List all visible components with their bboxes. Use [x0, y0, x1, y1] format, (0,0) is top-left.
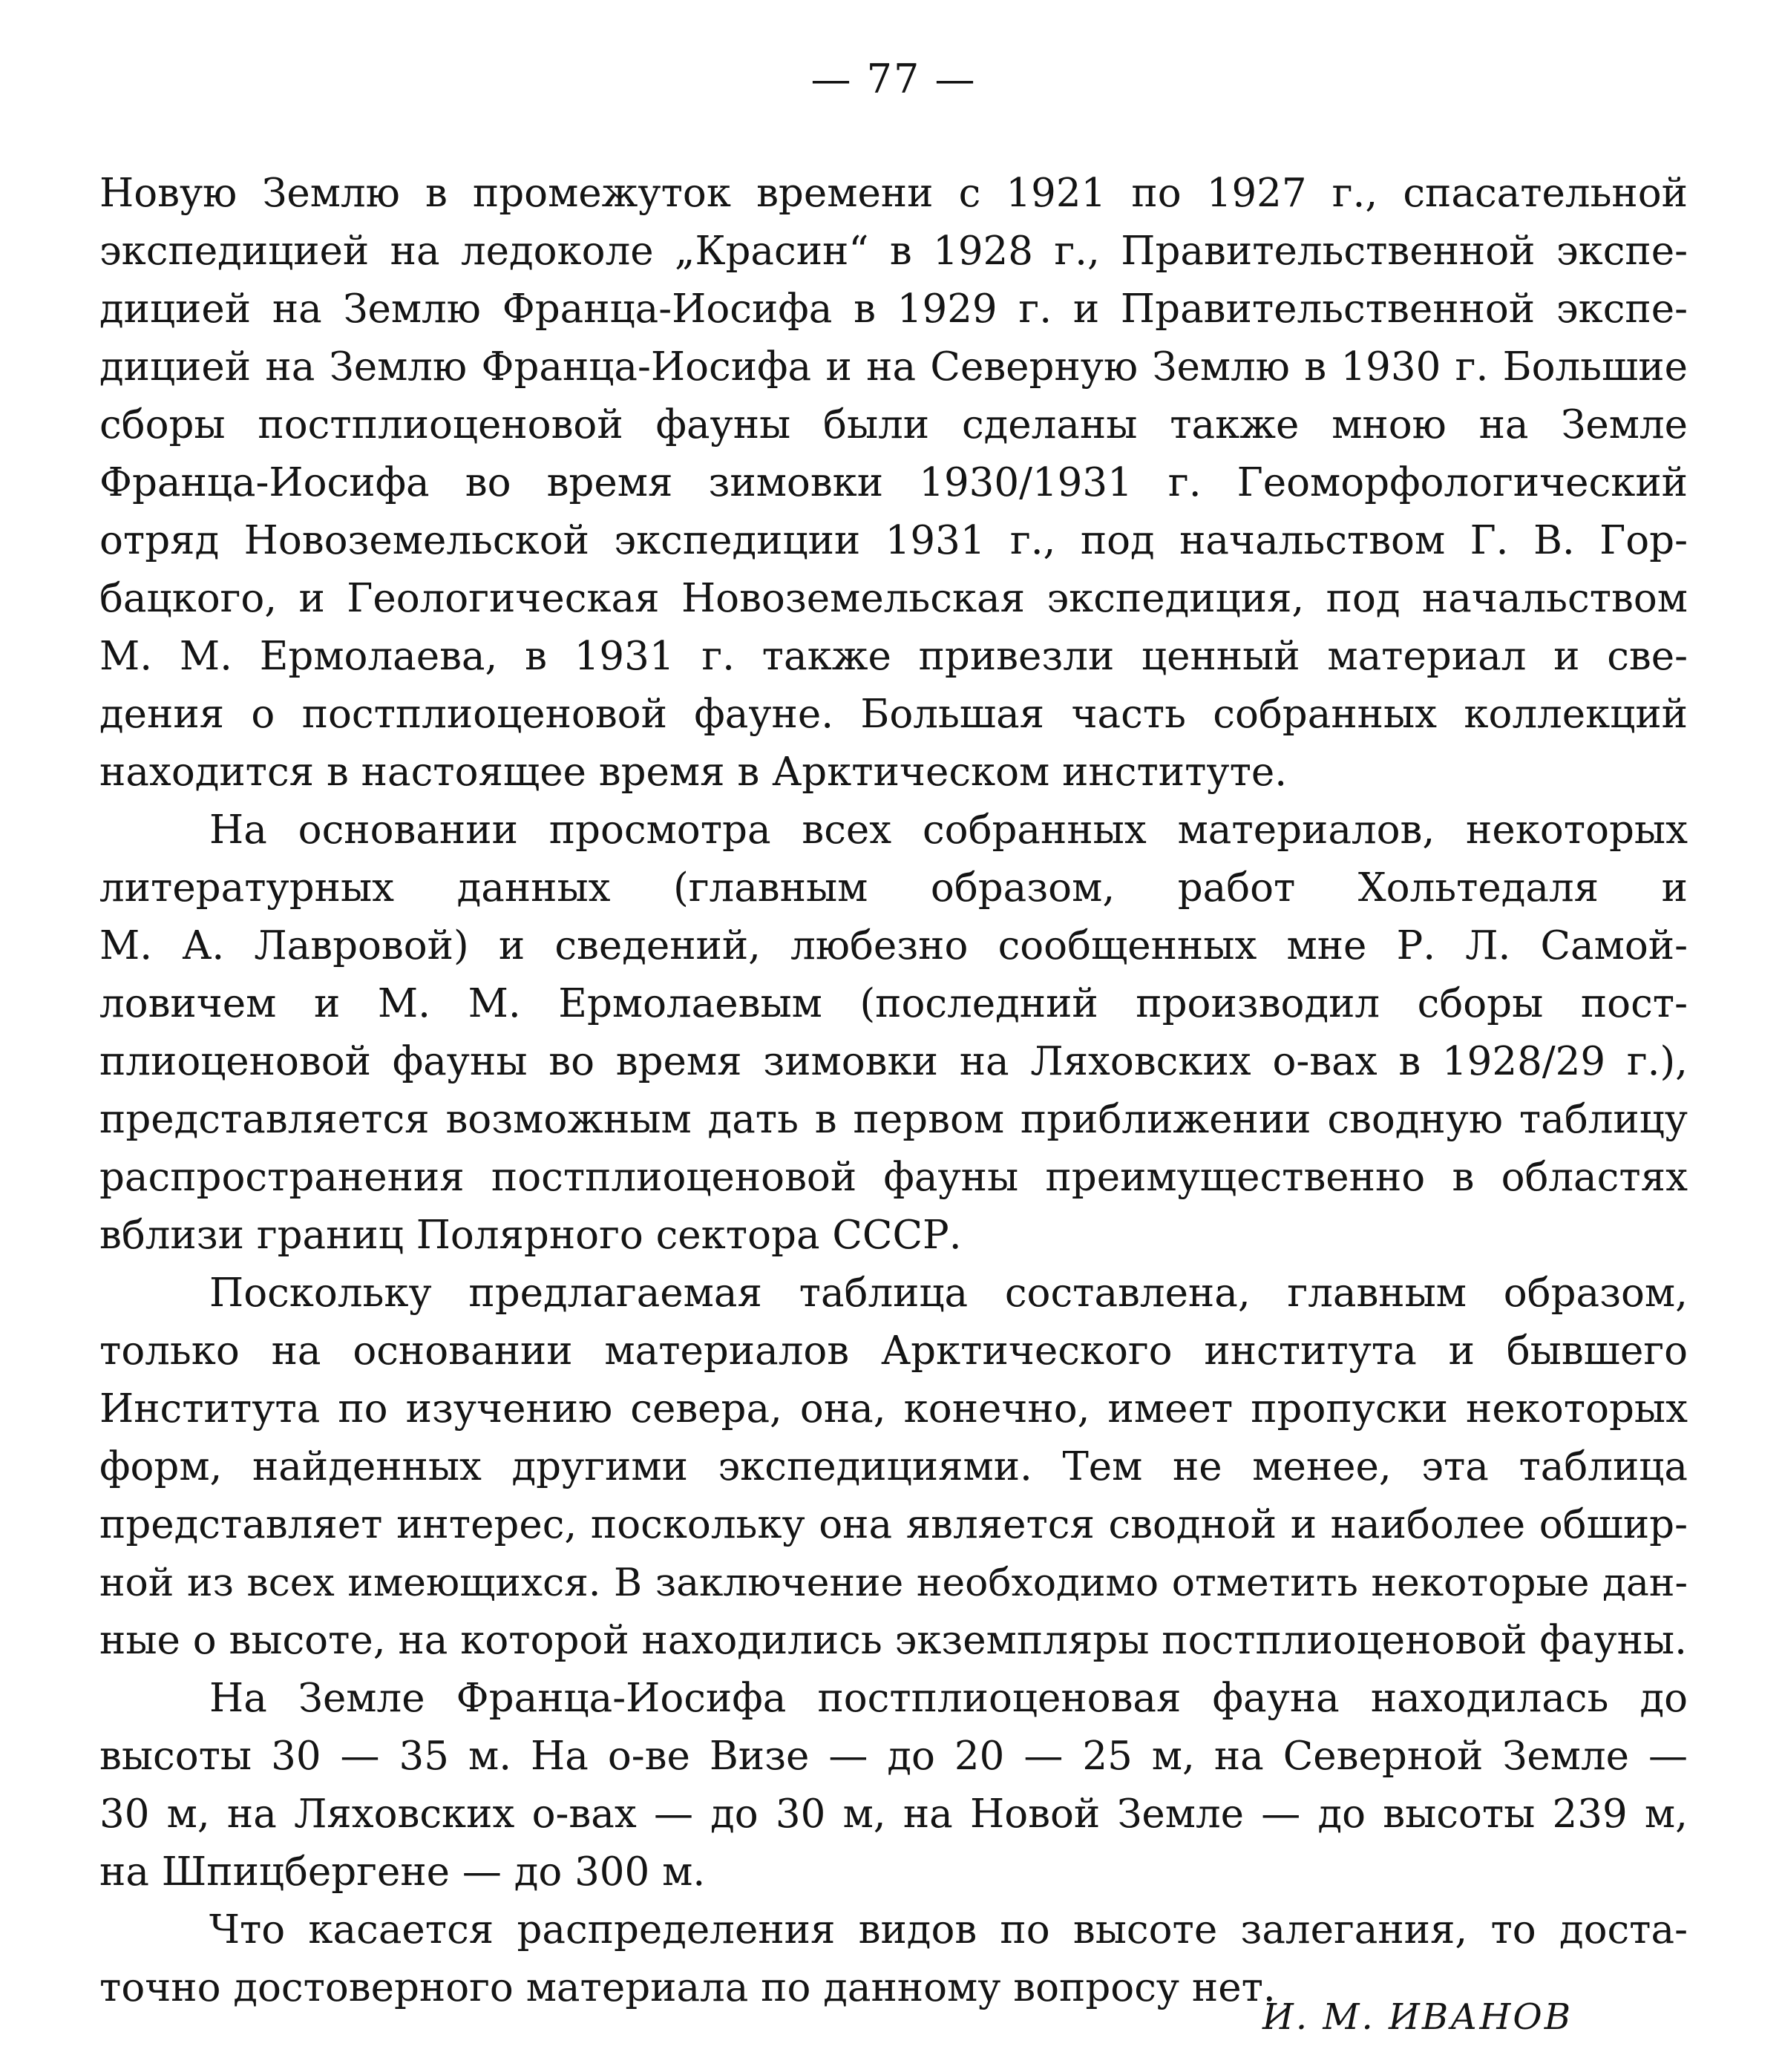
text-line: ловичем и М. М. Ермолаевым (последний производил сборы пост- [99, 981, 1688, 1026]
text-line: сборы постплиоценовой фауны были сделаны также мною на Земле [99, 402, 1688, 447]
text-line: точно достоверного материала по данному вопросу нет. [99, 1965, 1276, 2010]
paragraph-1 [99, 165, 1688, 801]
paragraph-3 [99, 1265, 1688, 1670]
text-line: 30 м, на Ляховских о-вах — до 30 м, на Новой Земле — до высоты 239 м, [99, 1791, 1688, 1837]
text-line: плиоценовой фауны во время зимовки на Ляховских о-вах в 1928/29 г.), [99, 1039, 1688, 1084]
paragraph-4 [99, 1670, 1688, 1901]
text-line: высоты 30 — 35 м. На о-ве Визе — до 20 — 25 м, на Северной Земле — [99, 1734, 1688, 1779]
text-line: литературных данных (главным образом, работ Хольтедаля и [99, 865, 1688, 911]
text-line: отряд Новоземельской экспедиции 1931 г., под начальством Г. В. Гор- [99, 518, 1688, 563]
text-line: вблизи границ Полярного сектора СССР. [99, 1213, 962, 1258]
text-line: дения о постплиоценовой фауне. Большая часть собранных коллекций [99, 692, 1688, 737]
text-line: дицией на Землю Франца-Иосифа в 1929 г. и Правительственной экспе- [99, 286, 1688, 332]
author-signature: И. М. ИВАНОВ [1262, 1996, 1573, 2038]
text-line: только на основании материалов Арктического института и бывшего [99, 1328, 1688, 1374]
text-line: форм, найденных другими экспедициями. Тем не менее, эта таблица [99, 1444, 1688, 1489]
text-line: ной из всех имеющихся. В заключение необходимо отметить некоторые дан- [99, 1561, 1688, 1605]
text-line: находится в настоящее время в Арктическом институте. [99, 750, 1288, 795]
text-line: М. А. Лавровой) и сведений, любезно сообщенных мне Р. Л. Самой- [99, 923, 1688, 968]
text-line: Что касается распределения видов по высоте залегания, то доста- [209, 1907, 1688, 1953]
text-line: ные о высоте, на которой находились экземпляры постплиоценовой фауны. [99, 1618, 1687, 1663]
text-line: На Земле Франца-Иосифа постплиоценовая фауна находилась до [209, 1676, 1688, 1721]
paragraph-2 [99, 801, 1688, 1265]
text-line: М. М. Ермолаева, в 1931 г. также привезли ценный материал и све- [99, 634, 1688, 679]
text-line: бацкого, и Геологическая Новоземельская экспедиция, под начальством [99, 576, 1688, 621]
body-text [99, 165, 1688, 2017]
text-line: представляет интерес, поскольку она является сводной и наиболее обшир- [99, 1502, 1688, 1547]
text-line: Новую Землю в промежуток времени с 1921 по 1927 г., спасательной [99, 171, 1688, 216]
document-page [99, 0, 1688, 2072]
text-line: На основании просмотра всех собранных материалов, некоторых [209, 807, 1688, 853]
text-line: на Шпицбергене — до 300 м. [99, 1849, 706, 1895]
text-line: Поскольку предлагаемая таблица составлена, главным образом, [209, 1271, 1688, 1316]
text-line: Франца-Иосифа во время зимовки 1930/1931 г. Геоморфологический [99, 460, 1688, 505]
text-line: Института по изучению севера, она, конечно, имеет пропуски некоторых [99, 1386, 1688, 1432]
text-line: дицией на Землю Франца-Иосифа и на Северную Землю в 1930 г. Большие [99, 344, 1688, 390]
text-line: распространения постплиоценовой фауны преимущественно в областях [99, 1155, 1688, 1200]
text-line: экспедицией на ледоколе „Красин“ в 1928 г., Правительственной экспе- [99, 229, 1688, 274]
text-line: представляется возможным дать в первом приближении сводную таблицу [99, 1097, 1688, 1142]
page-number: — 77 — [810, 56, 977, 102]
